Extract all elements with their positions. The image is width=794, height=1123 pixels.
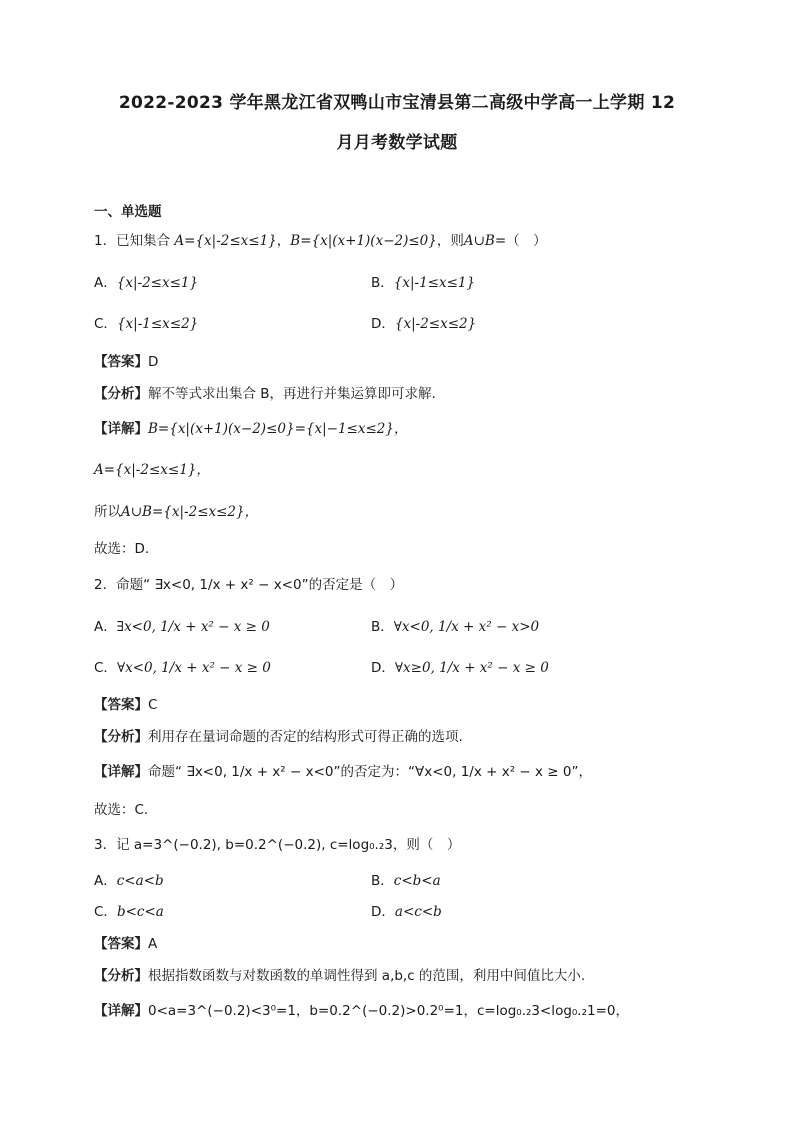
analysis-text: 根据指数函数与对数函数的单调性得到 a,b,c 的范围，利用中间值比大小. (148, 968, 586, 984)
option-text: {x|-2≤x≤1} (116, 275, 199, 291)
detail-tag: 【详解】 (94, 421, 148, 437)
option-label: B． (371, 275, 394, 291)
q1-detail (94, 419, 407, 439)
q2-analysis (94, 727, 463, 747)
q2-answer (94, 695, 157, 715)
q1-detail-line-2 (94, 460, 210, 480)
option-label: C． (94, 904, 117, 920)
detail-text: A∪B={x|-2≤x≤2}， (121, 504, 259, 520)
answer-value: A (148, 936, 158, 952)
option-text: {x|-1≤x≤1} (393, 275, 476, 291)
answer-tag: 【答案】 (94, 697, 148, 713)
q2-conclusion: 故选：C. (94, 802, 149, 818)
q2-option-a (94, 617, 270, 637)
option-text: {x|-1≤x≤2} (116, 316, 199, 332)
detail-text: B={x|(x+1)(x−2)≤0}={x|−1≤x≤2}， (148, 421, 408, 437)
answer-value: C (148, 697, 158, 713)
answer-value: D (148, 354, 159, 370)
q1-detail-line-3 (94, 502, 258, 522)
q3-option-c (94, 902, 164, 922)
document-title-line-2: 月月考数学试题 (336, 133, 458, 153)
option-text: c<a<b (116, 873, 164, 889)
q3-answer (94, 934, 157, 954)
q3-detail (94, 1001, 629, 1021)
q3-stem (94, 835, 460, 855)
q1-set-b: B={x|(x+1)(x−2)≤0} (290, 233, 437, 249)
q1-answer (94, 352, 158, 372)
q3-stem-text: 3．记 a=3^(−0.2), b=0.2^(−0.2), c=log₀.₂3，则（ ） (94, 837, 461, 853)
analysis-text: 解不等式求出集合 B，再进行并集运算即可求解. (148, 386, 436, 402)
document-title-line-1: 2022-2023 学年黑龙江省双鸭山市宝清县第二高级中学高一上学期 12 (118, 93, 676, 113)
q2-stem (94, 575, 403, 595)
option-text: a<c<b (394, 904, 442, 920)
option-label: D． (371, 904, 395, 920)
detail-text: 命题“ ∃x<0, 1/x + x² − x<0”的否定为：“∀x<0, 1/x + x² − x ≥ 0”， (148, 764, 592, 780)
q1-stem-text-b: ， (276, 233, 291, 249)
q2-stem-text: 2．命题“ ∃x<0, 1/x + x² − x<0”的否定是（ ） (94, 577, 404, 593)
option-text: ∀x<0, 1/x + x² − x ≥ 0 (116, 660, 271, 676)
option-label: D． (371, 316, 395, 332)
option-label: A． (94, 619, 117, 635)
option-text: ∀x≥0, 1/x + x² − x ≥ 0 (394, 660, 549, 676)
option-text: c<b<a (393, 873, 441, 889)
option-label: A． (94, 275, 117, 291)
analysis-tag: 【分析】 (94, 968, 148, 984)
q1-option-b (371, 273, 475, 293)
q2-option-c (94, 658, 271, 678)
q1-option-c (94, 314, 198, 334)
q1-stem-text-c: ，则 (436, 233, 464, 249)
q3-option-a (94, 871, 164, 891)
option-label: A． (94, 873, 117, 889)
detail-prefix: 所以 (94, 504, 121, 520)
analysis-tag: 【分析】 (94, 729, 148, 745)
q1-set-a: A={x|-2≤x≤1} (174, 233, 277, 249)
option-label: C． (94, 316, 117, 332)
q2-option-b (371, 617, 539, 637)
option-label: C． (94, 660, 117, 676)
option-text: {x|-2≤x≤2} (394, 316, 477, 332)
q1-union: A∪B= (463, 233, 507, 249)
option-label: B． (371, 619, 394, 635)
q3-option-b (371, 871, 441, 891)
q3-analysis (94, 966, 585, 986)
option-label: D． (371, 660, 395, 676)
q1-conclusion: 故选：D. (94, 541, 150, 557)
analysis-tag: 【分析】 (94, 386, 148, 402)
answer-tag: 【答案】 (94, 354, 148, 370)
q2-option-d (371, 658, 549, 678)
option-label: B． (371, 873, 394, 889)
detail-text: 0<a=3^(−0.2)<3⁰=1，b=0.2^(−0.2)>0.2⁰=1，c=log₀.₂3<log₀.₂1=0， (148, 1003, 629, 1019)
answer-tag: 【答案】 (94, 936, 148, 952)
detail-tag: 【详解】 (94, 1003, 148, 1019)
option-text: ∃x<0, 1/x + x² − x ≥ 0 (116, 619, 270, 635)
option-text: ∀x<0, 1/x + x² − x>0 (393, 619, 540, 635)
analysis-text: 利用存在量词命题的否定的结构形式可得正确的选项. (148, 729, 463, 745)
detail-text: A={x|-2≤x≤1}， (94, 462, 210, 478)
detail-tag: 【详解】 (94, 764, 148, 780)
q1-analysis (94, 384, 436, 404)
q1-stem-text-a: 1．已知集合 (94, 233, 175, 249)
q2-detail (94, 762, 592, 782)
section-heading: 一、单选题 (94, 204, 162, 220)
q1-option-a (94, 273, 198, 293)
option-text: b<c<a (116, 904, 164, 920)
q1-option-d (371, 314, 476, 334)
q1-stem (94, 231, 547, 251)
q3-option-d (371, 902, 442, 922)
q1-stem-text-d: （ ） (506, 233, 547, 249)
